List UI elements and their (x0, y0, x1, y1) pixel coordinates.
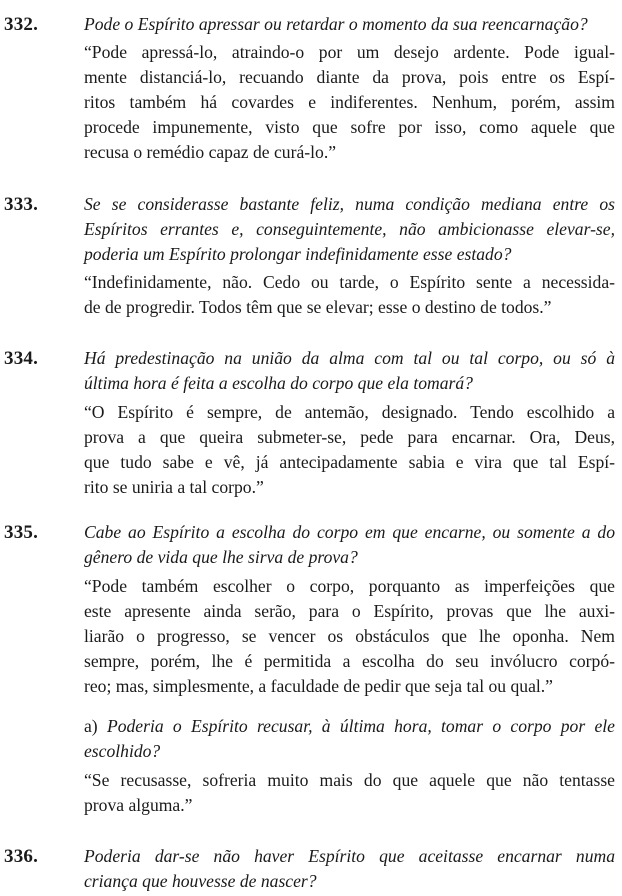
text-line: reo; mas, simplesmente, a faculdade de pedir que seja tal ou qual.” (84, 676, 553, 696)
sub-question-line: escolhido? (84, 741, 161, 761)
question-number: 333. (4, 194, 39, 215)
sub-question-label: a) (84, 716, 98, 736)
text-line: “Indefinidamente, não. Cedo ou tarde, o Espírito sente a necessida- (84, 272, 615, 292)
text-line: sempre, porém, lhe é permitida a escolha do seu invólucro corpó- (84, 651, 615, 671)
text-line: “O Espírito é sempre, de antemão, designado. Tendo escolhido a (84, 402, 615, 422)
text-line (84, 739, 615, 764)
text-line: “Pode também escolher o corpo, porquanto as imperfeições que (84, 576, 615, 596)
text-line: “Pode apressá-lo, atraindo-o por um desejo ardente. Pode igual- (84, 42, 615, 62)
text-line: Se se considerasse bastante feliz, numa condição mediana entre os (84, 194, 615, 214)
question-number: 336. (4, 846, 39, 867)
text-line: mente distanciá-lo, recuando diante da prova, pois entre os Espí- (84, 67, 615, 87)
question-text (84, 844, 615, 894)
question-number: 335. (4, 522, 39, 543)
text-line: ritos também há covardes e indiferentes. Nenhum, porém, assim (84, 92, 615, 112)
question-number: 334. (4, 348, 39, 369)
text-line (84, 714, 615, 739)
sub-question-text (84, 714, 615, 764)
question-text (84, 192, 615, 267)
text-line: criança que houvesse de nascer? (84, 871, 317, 891)
text-line: Cabe ao Espírito a escolha do corpo em que encarne, ou somente a do (84, 522, 615, 542)
sub-answer-text (84, 768, 615, 818)
text-line: Espíritos errantes e, conseguintemente, não ambicionasse elevar-se, (84, 219, 615, 239)
sub-question-line: Poderia o Espírito recusar, à última hora, tomar o corpo por ele (106, 716, 615, 736)
question-number: 332. (4, 14, 39, 35)
text-line: última hora é feita a escolha do corpo que ela tomará? (84, 373, 473, 393)
text-line: rito se uniria a tal corpo.” (84, 477, 264, 497)
answer-text (84, 400, 615, 500)
text-line: que tudo sabe e vê, já antecipadamente sabia e vira que tal Espí- (84, 452, 615, 472)
text-line: procede impunemente, visto que sofre por isso, como aquele que (84, 117, 615, 137)
text-line: Há predestinação na união da alma com tal ou tal corpo, ou só à (84, 348, 615, 368)
text-line: prova a que queira submeter-se, pede para encarnar. Ora, Deus, (84, 427, 615, 447)
text-line: este apresente ainda serão, para o Espírito, provas que lhe auxi- (84, 601, 615, 621)
text-line: Poderia dar-se não haver Espírito que aceitasse encarnar numa (84, 846, 615, 866)
text-line: poderia um Espírito prolongar indefinidamente esse estado? (84, 244, 512, 264)
answer-text (84, 40, 615, 165)
question-text (84, 346, 615, 396)
text-line: de de progredir. Todos têm que se elevar; esse o destino de todos.” (84, 297, 552, 317)
answer-text (84, 574, 615, 699)
text-line: recusa o remédio capaz de curá-lo.” (84, 142, 337, 162)
text-line: prova alguma.” (84, 795, 193, 815)
question-text (84, 520, 615, 570)
text-line: “Se recusasse, sofreria muito mais do que aquele que não tentasse (84, 770, 615, 790)
text-line: Pode o Espírito apressar ou retardar o momento da sua reencarnação? (84, 14, 588, 34)
answer-text (84, 270, 615, 320)
text-line: liarão o progresso, se vencer os obstáculos que lhe oponha. Nem (84, 626, 615, 646)
question-text (84, 12, 615, 37)
text-line: gênero de vida que lhe sirva de prova? (84, 547, 358, 567)
